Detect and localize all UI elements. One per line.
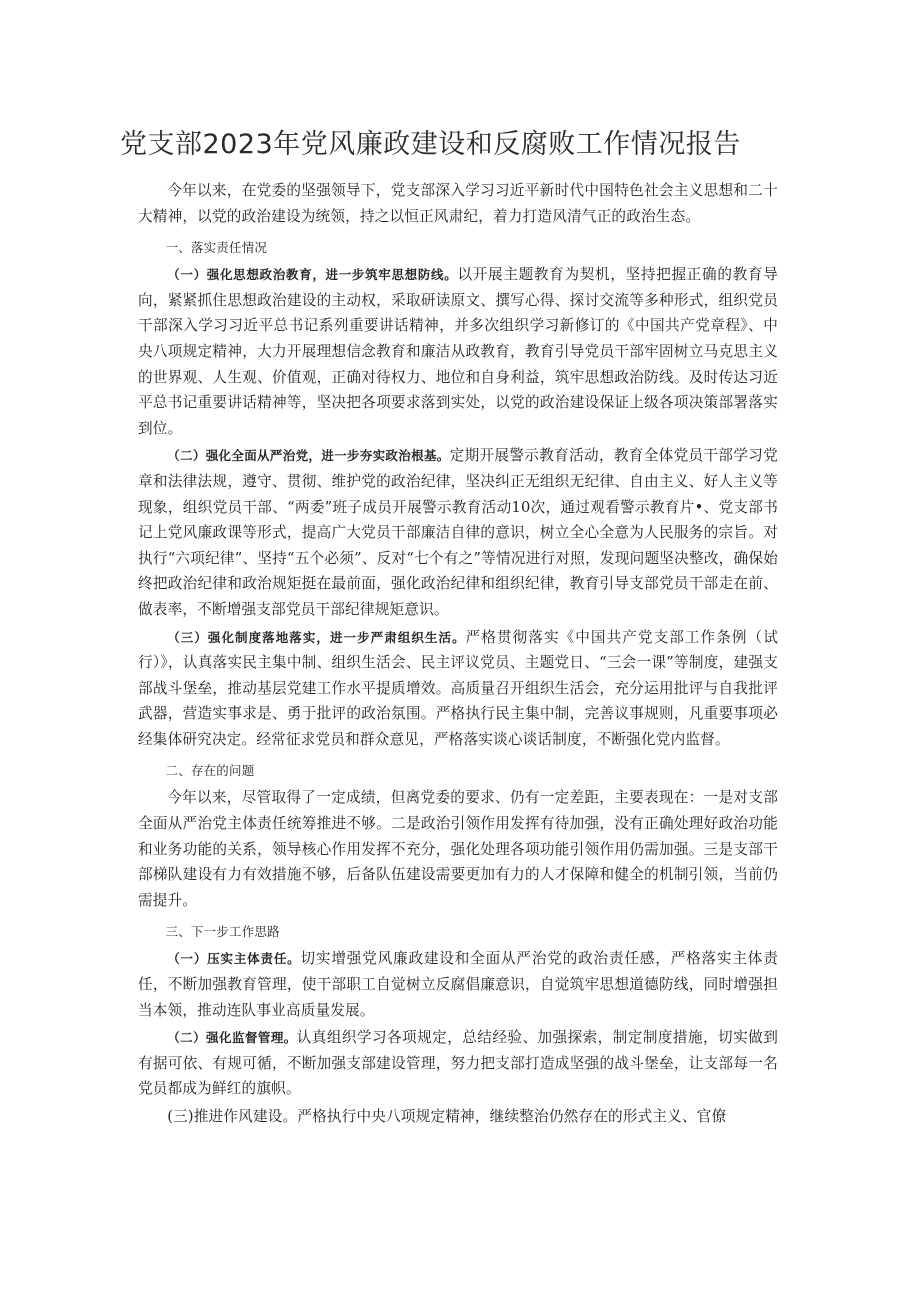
section-heading-3: 三、下一步工作思路 (165, 924, 280, 940)
section3-paragraph-1 (138, 946, 778, 1023)
section3-paragraph-2 (138, 1025, 778, 1102)
section1-paragraph-1-text: 以开展主题教育为契机，坚持把握正确的教育导向，紧紧抓住思想政治建设的主动权，采取研读原文、撰写心得、探讨交流等多种形式，组织党员干部深入学习习近平总书记系列重要讲话精神，并多次组织学习新修订的《中国共产党章程》、中央八项规定精神，大力开展理想信念教育和廉洁从政教育，教育引导党员干部牢固树立马克思主义的世界观、人生观、价值观，正确对待权力、地位和自身利益，筑牢思想政治防线。及时传达习近平总书记重要讲话精神等，坚决把各项要求落到实处，以党的政治建设保证上级各项决策部署落实到位。 (138, 266, 778, 437)
section1-paragraph-3-text: 严格贯彻落实《中国共产党支部工作条例（试行）》，认真落实民主集中制、组织生活会、民主评议党员、主题党日、“三会一课”等制度，建强支部战斗堡垒，推动基层党建工作水平提质增效。高质量召开组织生活会，充分运用批评与自我批评武器，营造实事求是、勇于批评的政治氛围。严格执行民主集中制，完善议事规则，凡重要事项必经集体研究决定。经常征求党员和群众意见，严格落实谈心谈话制度，不断强化党内监督。 (138, 628, 778, 748)
section1-paragraph-1 (138, 262, 778, 441)
section1-paragraph-2-text: 定期开展警示教育活动，教育全体党员干部学习党章和法律法规，遵守、贯彻、维护党的政治纪律，坚决纠正无组织无纪律、自由主义、好人主义等现象，组织党员干部、“两委”班子成员开展警示教育活动10次，通过观看警示教育片•、党支部书记上党风廉政课等形式，提高广大党员干部廉洁自律的意识，树立全心全意为人民服务的宗旨。对执行“六项纪律”、坚持“五个必须”、反对“七个有之”等情况进行对照，发现问题坚决整改，确保始终把政治纪律和政治规矩挺在最前面，强化政治纪律和组织纪律，教育引导支部党员干部走在前、做表率，不断增强支部党员干部纪律规矩意识。 (138, 447, 779, 618)
section1-paragraph-3 (138, 625, 778, 753)
intro-paragraph: 今年以来，在党委的坚强领导下，党支部深入学习习近平新时代中国特色社会主义思想和二十大精神，以党的政治建设为统领，持之以恒正风肃纪，着力打造风清气正的政治生态。 (138, 182, 778, 225)
section2-paragraph: 今年以来，尽管取得了一定成绩，但离党委的要求、仍有一定差距，主要表现在：一是对支部全面从严治党主体责任统筹推进不够。二是政治引领作用发挥有待加强，没有正确处理好政治功能和业务功能的关系，领导核心作用发挥不充分，强化处理各项功能引领作用仍需加强。三是支部干部梯队建设有力有效措施不够，后备队伍建设需要更加有力的人才保障和健全的机制引领，当前仍需提升。 (138, 789, 778, 909)
section1-paragraph-1-lead: （一）强化思想政治教育，进一步筑牢思想防线。 (167, 267, 458, 283)
section3-paragraph-1-text: 切实增强党风廉政建设和全面从严治党的政治责任感，严格落实主体责任，不断加强教育管理，使干部职工自觉树立反腐倡廉意识，自觉筑牢思想道德防线，同时增强担当本领，推动连队事业高质量发展。 (138, 950, 778, 1019)
section1-paragraph-3-lead: （三）强化制度落地落实，进一步严肃组织生活。 (167, 629, 466, 645)
section-heading-2: 二、存在的问题 (165, 763, 255, 779)
section1-paragraph-2 (138, 443, 778, 622)
section3-paragraph-2-lead: （二）强化监督管理。 (167, 1030, 297, 1046)
section3-paragraph-1-lead: （一）压实主体责任。 (167, 951, 301, 967)
section3-paragraph-3: (三)推进作风建设。严格执行中央八项规定精神，继续整治仍然存在的形式主义、官僚 (167, 1108, 727, 1125)
document-body (138, 178, 778, 1130)
section-heading-1: 一、落实责任情况 (165, 240, 268, 256)
section3-paragraph-2-text: 认真组织学习各项规定，总结经验、加强探索，制定制度措施，切实做到有据可依、有规可循，不断加强支部建设管理，努力把支部打造成坚强的战斗堡垒，让支部每一名党员都成为鲜红的旗帜。 (138, 1029, 778, 1098)
section1-paragraph-2-lead: （二）强化全面从严治党，进一步夯实政治根基。 (167, 448, 450, 464)
page-title: 党支部2023年党风廉政建设和反腐败工作情况报告 (120, 129, 741, 160)
